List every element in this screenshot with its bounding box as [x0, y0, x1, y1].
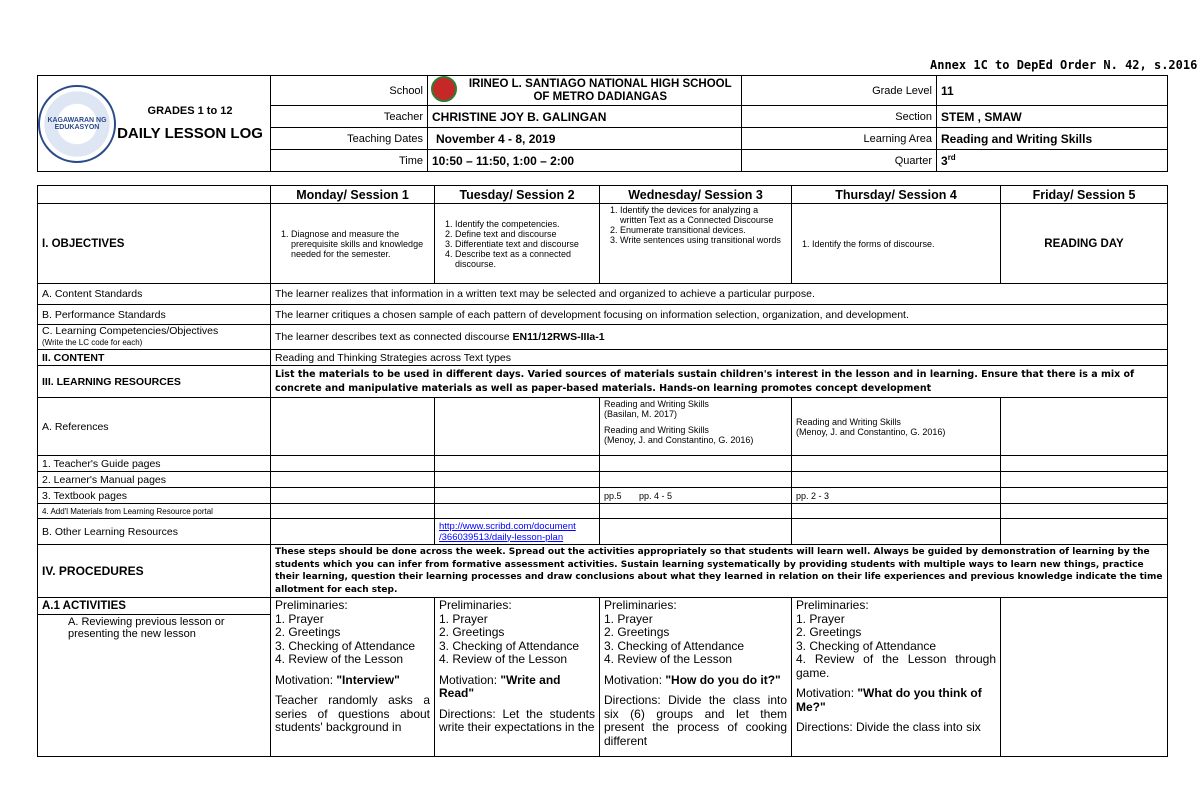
objectives-thursday: 1. Identify the forms of discourse.: [792, 204, 1001, 284]
log-title: DAILY LESSON LOG: [117, 125, 263, 142]
resources-label: III. LEARNING RESOURCES: [38, 366, 271, 398]
content-label: II. CONTENT: [38, 350, 271, 366]
procedures-label: IV. PROCEDURES: [38, 545, 271, 598]
teachers-guide-label: 1. Teacher's Guide pages: [38, 456, 271, 472]
section-value: STEM , SMAW: [937, 106, 1168, 128]
content-standards-label: A. Content Standards: [38, 284, 271, 305]
references-thursday: Reading and Writing Skills (Menoy, J. and Constantino, G. 2016): [792, 398, 1001, 456]
activities-label: A.1 ACTIVITIES: [38, 598, 271, 615]
school-logo-icon: [431, 76, 457, 102]
textbook-wednesday: pp.5 pp. 4 - 5: [600, 488, 792, 504]
annex-reference: Annex 1C to DepEd Order N. 42, s.2016: [930, 58, 1198, 72]
other-resources-label: B. Other Learning Resources: [38, 519, 271, 545]
section-label: Section: [742, 106, 937, 128]
additional-materials-label: 4. Add'l Materials from Learning Resource portal: [38, 504, 271, 519]
area-label: Learning Area: [742, 128, 937, 150]
performance-standards-text: The learner critiques a chosen sample of each pattern of development focusing on information selection, organization, and development.: [271, 305, 1168, 325]
school-label: School: [271, 76, 428, 106]
competencies-text: The learner describes text as connected discourse EN11/12RWS-IIIa-1: [271, 325, 1168, 350]
objectives-wednesday: 1. Identify the devices for analyzing a written Text as a Connected Discourse 2. Enumerate transitional devices. 3. Write sentences using transitional words: [600, 204, 792, 284]
header-brand-cell: [38, 76, 271, 172]
day-header-thursday: Thursday/ Session 4: [792, 186, 1001, 204]
grade-level-value: 11: [937, 76, 1168, 106]
textbook-label: 3. Textbook pages: [38, 488, 271, 504]
learners-manual-label: 2. Learner's Manual pages: [38, 472, 271, 488]
deped-seal-icon: KAGAWARAN NG EDUKASYON: [38, 85, 116, 163]
time-value: 10:50 – 11:50, 1:00 – 2:00: [428, 150, 742, 172]
header-table: [37, 75, 1168, 172]
area-value: Reading and Writing Skills: [937, 128, 1168, 150]
school-name-line2: OF METRO DADIANGAS: [533, 90, 668, 103]
content-text: Reading and Thinking Strategies across Text types: [271, 350, 1168, 366]
activities-thursday: Preliminaries: 1. Prayer 2. Greetings 3. Checking of Attendance 4. Review of the Lesson through game. Motivation: "What do you think of Me?" Directions: Divide the class into six: [792, 598, 1001, 757]
competencies-label: C. Learning Competencies/Objectives (Write the LC code for each): [38, 325, 271, 350]
grades-label: GRADES 1 to 12: [147, 105, 233, 117]
grade-level-label: Grade Level: [742, 76, 937, 106]
scribd-link[interactable]: http://www.scribd.com/document /366039513/daily-lesson-plan: [439, 520, 576, 543]
teacher-value: CHRISTINE JOY B. GALINGAN: [428, 106, 742, 128]
reviewing-lesson-label: A. Reviewing previous lesson or presenting the new lesson: [38, 614, 271, 756]
performance-standards-label: B. Performance Standards: [38, 305, 271, 325]
day-header-wednesday: Wednesday/ Session 3: [600, 186, 792, 204]
lesson-log-table: [37, 185, 1168, 757]
activities-monday: Preliminaries: 1. Prayer 2. Greetings 3. Checking of Attendance 4. Review of the Lesson Motivation: "Interview" Teacher randomly asks a series of questions about students' background in: [271, 598, 435, 757]
activities-wednesday: Preliminaries: 1. Prayer 2. Greetings 3. Checking of Attendance 4. Review of the Lesson Motivation: "How do you do it?" Directions: Divide the class into six (6) groups and let them present the process of cooking different: [600, 598, 792, 757]
day-header-tuesday: Tuesday/ Session 2: [435, 186, 600, 204]
activities-friday: [1001, 598, 1168, 757]
textbook-thursday: pp. 2 - 3: [792, 488, 1001, 504]
objectives-friday: READING DAY: [1001, 204, 1168, 284]
objectives-label: I. OBJECTIVES: [38, 204, 271, 284]
objectives-tuesday: 1. Identify the competencies. 2. Define text and discourse 3. Differentiate text and discourse 4. Describe text as a connected discourse.: [435, 204, 600, 284]
day-header-friday: Friday/ Session 5: [1001, 186, 1168, 204]
resources-text: List the materials to be used in different days. Varied sources of materials sustain children's interest in the lesson and in learning. Ensure that there is a mix of concrete and manipulative materials as well as paper-based materials. Hands-on learning promotes concept development: [271, 366, 1168, 398]
quarter-value: 3rd: [937, 150, 1168, 172]
teacher-label: Teacher: [271, 106, 428, 128]
time-label: Time: [271, 150, 428, 172]
content-standards-text: The learner realizes that information in a written text may be selected and organized to achieve a particular purpose.: [271, 284, 1168, 305]
procedures-text: These steps should be done across the week. Spread out the activities appropriately so that students will learn well. Always be guided by demonstration of learning by the students which you can infer from formative assessment activities. Sustain learning systematically by providing students with multiple ways to learn new things, practice their learning, question their learning processes and draw conclusions about what they learned in relation on their life experiences and previous knowledge indicate the time allotment for each step.: [271, 545, 1168, 598]
objectives-monday: 1. Diagnose and measure the prerequisite skills and knowledge needed for the semester.: [271, 204, 435, 284]
other-resources-link[interactable]: [435, 519, 600, 545]
dates-value: November 4 - 8, 2019: [428, 128, 742, 150]
references-label: A. References: [38, 398, 271, 456]
dates-label: Teaching Dates: [271, 128, 428, 150]
references-wednesday: Reading and Writing Skills (Basilan, M. 2017) Reading and Writing Skills (Menoy, J. and Constantino, G. 2016): [600, 398, 792, 456]
school-name-line1: IRINEO L. SANTIAGO NATIONAL HIGH SCHOOL: [468, 77, 732, 90]
quarter-label: Quarter: [742, 150, 937, 172]
day-header-monday: Monday/ Session 1: [271, 186, 435, 204]
activities-tuesday: Preliminaries: 1. Prayer 2. Greetings 3. Checking of Attendance 4. Review of the Lesson Motivation: "Write and Read" Directions: Let the students write their expectations in the: [435, 598, 600, 757]
